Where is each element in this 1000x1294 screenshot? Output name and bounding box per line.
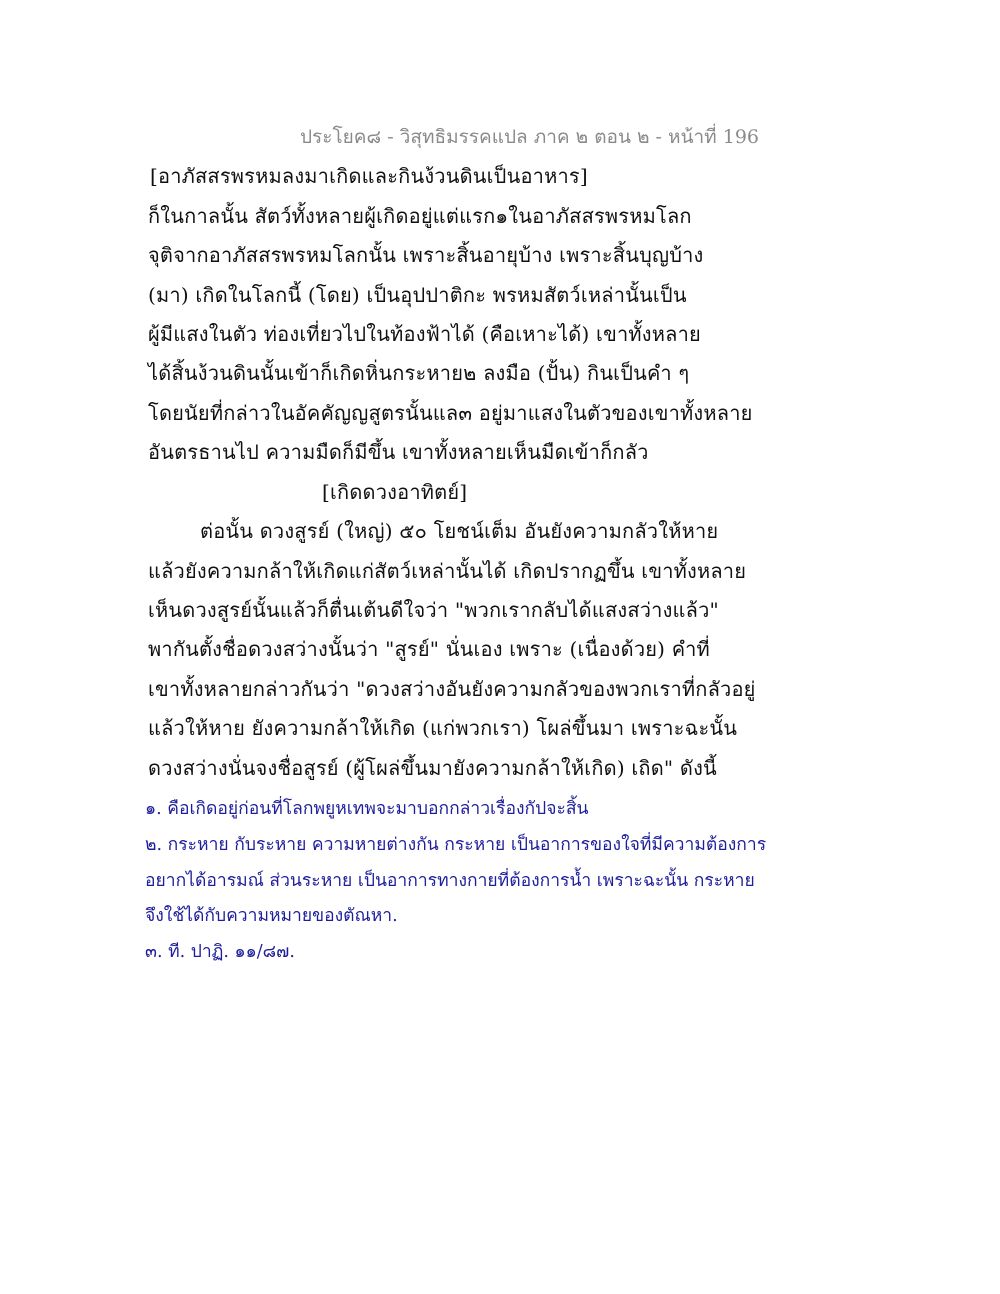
paragraph-2-line-6: แล้วให้หาย ยังความกล้าให้เกิด (แก่พวกเรา) โผล่ขึ้นมา เพราะฉะนั้น xyxy=(148,716,738,740)
paragraph-2-line-2: แล้วยังความกล้าให้เกิดแก่สัตว์เหล่านั้นได้ เกิดปรากฏขึ้น เขาทั้งหลาย xyxy=(148,559,747,583)
paragraph-1-line-7: อันตรธานไป ความมืดก็มีขึ้น เขาทั้งหลายเห็นมืดเข้าก็กลัว xyxy=(148,440,649,464)
paragraph-1-line-4: ผู้มีแสงในตัว ท่องเที่ยวไปในท้องฟ้าได้ (คือเหาะได้) เขาทั้งหลาย xyxy=(148,322,701,346)
paragraph-1-line-5: ได้สิ้นง้วนดินนั้นเข้าก็เกิดหิ่นกระหาย๒ ลงมือ (ปั้น) กินเป็นคำ ๆ xyxy=(148,361,690,385)
paragraph-2-line-7: ดวงสว่างนั่นจงชื่อสูรย์ (ผู้โผล่ขึ้นมายังความกล้าให้เกิด) เถิด" ดังนี้ xyxy=(148,756,717,780)
paragraph-1-line-6: โดยนัยที่กล่าวในอัคคัญญสูตรนั้นแล๓ อยู่มาแสงในตัวของเขาทั้งหลาย xyxy=(148,401,753,425)
page-header: ประโยค๘ - วิสุทธิมรรคแปล ภาค ๒ ตอน ๒ - หน้าที่ 196 xyxy=(300,126,760,148)
footnote-2-line-2: อยากได้อารมณ์ ส่วนระหาย เป็นอาการทางกายที่ต้องการน้ำ เพราะฉะนั้น กระหาย xyxy=(145,871,755,891)
paragraph-1-line-1: ก็ในกาลนั้น สัตว์ทั้งหลายผู้เกิดอยู่แต่แรก๑ในอาภัสสรพรหมโลก xyxy=(148,204,692,228)
paragraph-2-line-1: ต่อนั้น ดวงสูรย์ (ใหญ่) ๕๐ โยชน์เต็ม อันยังความกลัวให้หาย xyxy=(200,519,719,543)
footnote-1: ๑. คือเกิดอยู่ก่อนที่โลกพยูหเทพจะมาบอกกล่าวเรื่องกัปจะสิ้น xyxy=(145,799,589,819)
section-heading-1: [อาภัสสรพรหมลงมาเกิดและกินง้วนดินเป็นอาหาร] xyxy=(150,164,588,188)
paragraph-1-line-2: จุติจากอาภัสสรพรหมโลกนั้น เพราะสิ้นอายุบ้าง เพราะสิ้นบุญบ้าง xyxy=(148,243,704,267)
section-heading-2: [เกิดดวงอาทิตย์] xyxy=(322,480,468,504)
footnote-2-line-3: จึงใช้ได้กับความหมายของตัณหา. xyxy=(145,906,398,926)
paragraph-2-line-5: เขาทั้งหลายกล่าวกันว่า "ดวงสว่างอันยังความกลัวของพวกเราที่กลัวอยู่ xyxy=(148,677,756,701)
paragraph-2-line-3: เห็นดวงสูรย์นั้นแล้วก็ตื่นเต้นดีใจว่า "พวกเรากลับได้แสงสว่างแล้ว" xyxy=(148,598,719,622)
footnote-2-line-1: ๒. กระหาย กับระหาย ความหายต่างกัน กระหาย เป็นอาการของใจที่มีความต้องการ xyxy=(145,835,767,855)
paragraph-2-line-4: พากันตั้งชื่อดวงสว่างนั้นว่า "สูรย์" นั่นเอง เพราะ (เนื่องด้วย) คำที่ xyxy=(148,637,710,661)
paragraph-1-line-3: (มา) เกิดในโลกนี้ (โดย) เป็นอุปปาติกะ พรหมสัตว์เหล่านั้นเป็น xyxy=(148,283,687,307)
footnote-3: ๓. ที. ปาฏิ. ๑๑/๘๗. xyxy=(145,942,295,962)
